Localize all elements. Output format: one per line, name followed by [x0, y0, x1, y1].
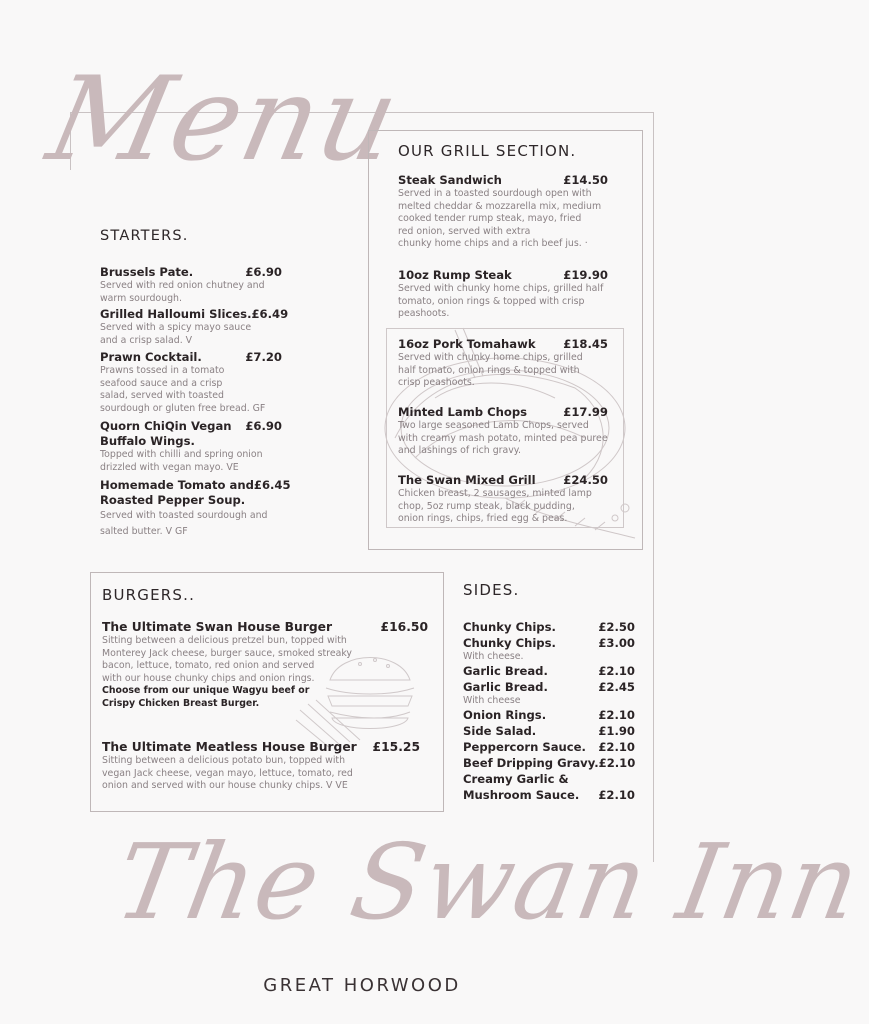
item-desc: Served with toasted sourdough and — [100, 510, 268, 521]
item-desc: Sitting between a delicious pretzel bun, topped with — [102, 635, 347, 646]
side-item — [463, 663, 635, 679]
item-price: £14.50 — [563, 173, 608, 187]
item-name: Chunky Chips. — [463, 620, 556, 634]
item-price: £1.90 — [598, 724, 635, 738]
item-name: Garlic Bread. — [463, 664, 548, 678]
item-desc: with our house chunky chips and onion rings. — [102, 672, 315, 684]
starter-item — [100, 307, 289, 347]
side-item — [463, 635, 635, 651]
item-name: Prawn Cocktail. — [100, 350, 202, 364]
item-price: £16.50 — [380, 620, 428, 634]
item-name: Peppercorn Sauce. — [463, 740, 586, 754]
item-name-line2: Mushroom Sauce. — [463, 788, 580, 802]
starters-heading: STARTERS. — [100, 228, 189, 244]
item-name: Steak Sandwich — [398, 173, 502, 187]
item-name: The Ultimate Meatless House Burger — [102, 740, 357, 754]
burgers-heading: BURGERS.. — [102, 586, 196, 604]
item-price: £6.90 — [245, 265, 282, 279]
item-desc: melted cheddar & mozzarella mix, medium — [398, 200, 602, 212]
item-price: £2.10 — [598, 708, 635, 722]
item-desc: vegan Jack cheese, vegan mayo, lettuce, tomato, red — [102, 767, 353, 779]
item-desc: sourdough or gluten free bread. GF — [100, 402, 266, 414]
grill-item — [398, 268, 608, 321]
item-name: Homemade Tomato and — [100, 478, 254, 492]
starter-item — [100, 350, 282, 415]
item-price: £2.45 — [598, 680, 635, 694]
item-desc: Served with a spicy mayo sauce — [100, 322, 252, 333]
item-desc: bacon, lettuce, tomato, red onion and served — [102, 660, 315, 672]
item-desc: Monterey Jack cheese, burger sauce, smoked streaky — [102, 647, 352, 659]
item-price: £17.99 — [563, 405, 608, 419]
item-name: Brussels Pate. — [100, 265, 194, 279]
item-desc: Served with chunky home chips, grilled half — [398, 283, 604, 294]
item-name: Grilled Halloumi Slices. — [100, 307, 252, 321]
item-desc: Chicken breast, 2 sausages, minted lamp — [398, 488, 592, 499]
item-price: £18.45 — [563, 337, 608, 351]
item-price: £6.45 — [253, 478, 291, 492]
item-desc: salted butter. V GF — [100, 526, 188, 537]
grill-item — [398, 173, 608, 251]
item-price: £7.20 — [245, 350, 282, 364]
item-desc: drizzled with vegan mayo. VE — [100, 461, 239, 473]
starter-item — [100, 265, 282, 305]
item-name: Beef Dripping Gravy. — [463, 756, 599, 770]
item-name: Minted Lamb Chops — [398, 405, 528, 419]
item-desc: Served with red onion chutney and — [100, 280, 265, 291]
item-price: £2.50 — [598, 620, 635, 634]
item-desc: chop, 5oz rump steak, black pudding, — [398, 500, 575, 512]
burger-item — [102, 620, 428, 711]
item-price: £6.90 — [245, 419, 282, 433]
item-desc: onion and served with our house chunky chips. V VE — [102, 780, 348, 792]
item-name: 16oz Pork Tomahawk — [398, 337, 536, 351]
item-desc: Served with chunky home chips, grilled — [398, 352, 583, 363]
item-desc: and a crisp salad. V — [100, 334, 193, 346]
item-name-line2: Roasted Pepper Soup. — [100, 493, 246, 507]
item-price: £15.25 — [372, 740, 420, 754]
item-desc: onion rings, chips, fried egg & peas. — [398, 513, 568, 525]
side-item — [463, 707, 635, 723]
sides-list — [463, 619, 635, 803]
item-name: The Swan Mixed Grill — [398, 473, 536, 487]
frame-right-line — [653, 112, 654, 862]
item-desc: and lashings of rich gravy. — [398, 445, 521, 457]
item-desc: Two large seasoned Lamb Chops, served — [398, 420, 589, 431]
item-name: Chunky Chips. — [463, 636, 556, 650]
starter-item — [100, 478, 291, 540]
item-desc: seafood sauce and a crisp — [100, 377, 223, 389]
item-name: The Ultimate Swan House Burger — [102, 620, 333, 634]
side-item-sub: With cheese. — [463, 651, 524, 662]
side-item — [463, 771, 635, 787]
item-price: £2.10 — [598, 788, 635, 802]
item-desc: crisp peashoots. — [398, 377, 475, 389]
starter-item — [100, 419, 282, 474]
sides-heading: SIDES. — [463, 581, 520, 599]
item-price: £3.00 — [598, 636, 635, 650]
item-desc: tomato, onion rings & topped with crisp — [398, 295, 585, 307]
side-item — [463, 787, 635, 803]
item-desc: chunky home chips and a rich beef jus. · — [398, 238, 588, 250]
item-desc: salad, served with toasted — [100, 390, 224, 402]
side-item — [463, 739, 635, 755]
item-desc: peashoots. — [398, 308, 450, 320]
item-desc: Topped with chilli and spring onion — [100, 449, 263, 460]
grill-item — [398, 473, 608, 526]
side-item — [463, 619, 635, 635]
item-name: Quorn ChiQin Vegan — [100, 419, 232, 433]
item-price: £2.10 — [598, 756, 636, 770]
item-name-line2: Buffalo Wings. — [100, 434, 195, 448]
item-name: Garlic Bread. — [463, 680, 548, 694]
item-price: £2.10 — [598, 740, 635, 754]
item-desc: Served in a toasted sourdough open with — [398, 188, 592, 199]
item-price: £2.10 — [598, 664, 635, 678]
item-price: £24.50 — [563, 473, 608, 487]
item-name: Creamy Garlic & — [463, 772, 569, 786]
item-desc: warm sourdough. — [100, 292, 182, 304]
grill-item — [398, 405, 608, 458]
burger-item — [102, 740, 420, 793]
item-desc: cooked tender rump steak, mayo, fried — [398, 213, 582, 225]
side-item — [463, 679, 635, 695]
item-price: £19.90 — [563, 268, 608, 282]
grill-heading: OUR GRILL SECTION. — [398, 142, 577, 160]
side-item-sub: With cheese — [463, 695, 521, 706]
item-desc: with creamy mash potato, minted pea puree — [398, 432, 608, 444]
location-subtitle: GREAT HORWOOD — [263, 975, 461, 996]
item-price: £6.49 — [251, 307, 289, 321]
item-name: 10oz Rump Steak — [398, 268, 512, 282]
menu-title: Menu — [37, 52, 412, 187]
item-desc: Prawns tossed in a tomato — [100, 365, 225, 376]
item-desc: Sitting between a delicious potato bun, topped with — [102, 755, 346, 766]
item-name: Side Salad. — [463, 724, 537, 738]
item-desc: half tomato, onion rings & topped with — [398, 364, 580, 376]
item-extra: Choose from our unique Wagyu beef or — [102, 685, 310, 697]
item-extra: Crispy Chicken Breast Burger. — [102, 697, 260, 709]
restaurant-name: The Swan Inn — [107, 821, 869, 943]
grill-item — [398, 337, 608, 390]
item-name: Onion Rings. — [463, 708, 547, 722]
side-item — [463, 755, 635, 771]
item-desc: red onion, served with extra — [398, 225, 531, 237]
side-item — [463, 723, 635, 739]
